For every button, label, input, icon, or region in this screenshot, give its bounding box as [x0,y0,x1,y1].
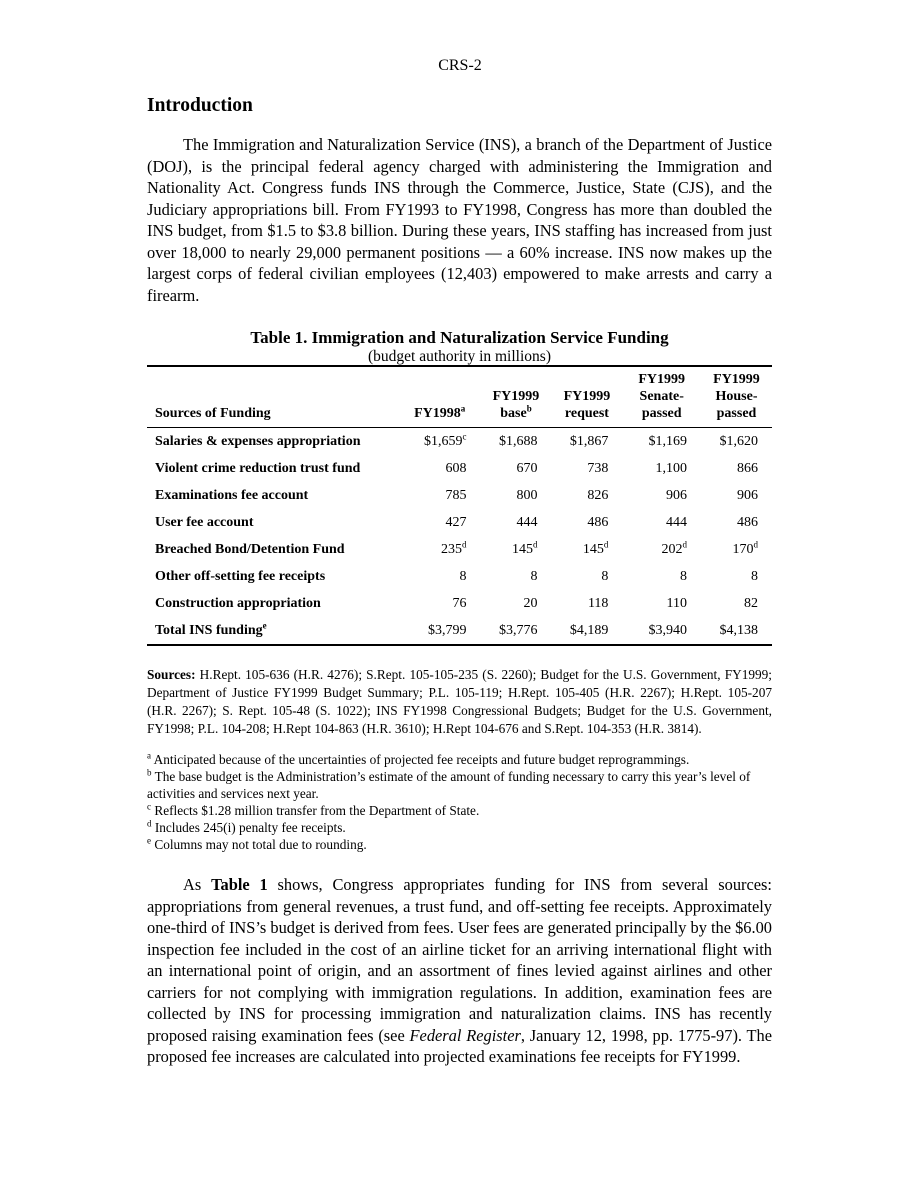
footnote-mark: d [532,538,538,549]
table-cell [551,455,622,482]
cell-value: 906 [665,487,687,503]
header-fy1999-base [480,366,551,428]
cell-value: $1,688 [498,433,538,449]
header-line: request [564,406,609,421]
section-heading: Introduction [147,95,253,116]
footnote-text: Includes 245(i) penalty fee receipts. [151,820,346,835]
cell-value: $3,940 [648,622,687,638]
table-row [147,509,772,536]
table-cell [399,536,481,563]
cell-value: 800 [516,487,538,503]
header-line: passed [716,406,757,421]
header-line: base [500,406,527,421]
table-row [147,536,772,563]
para-text: , January 12, 1998, pp. 1775-97). The proposed fee increases are calculated into projected examinations fee receipts for FY1999. [147,1025,773,1066]
table-cell [399,590,481,617]
table-cell [551,482,622,509]
cell-value: $3,799 [427,622,467,638]
footnote-mark: a [460,403,466,414]
row-label-text: Construction appropriation [155,595,321,611]
footnotes [147,751,772,853]
table-cell [622,536,701,563]
row-label-text: User fee account [155,514,254,530]
cell-value: 444 [665,514,687,530]
row-label-text: Violent crime reduction trust fund [155,460,361,476]
funding-table [147,365,772,646]
footnote-item [147,751,772,768]
cell-value: $4,189 [569,622,609,638]
table-cell [622,617,701,645]
cell-value: 20 [523,595,538,611]
para-text: shows, Congress appropriates funding for INS from several sources: appropriations from general revenues, a trust fund, and off-setting fee receipts. Approximately one-third of INS’s budget is derived from fees. User fees are generated principally by the $6.00 inspection fee included in the cost of an airline ticket for an arriving international flight with an international point of origin, and an assortment of fines levied against airlines and other carriers for not complying with immigration regulations. In addition, examination fees are collected by INS for processing immigration and naturalization claims. INS has recently proposed raising examination fees (see [147,875,772,1045]
table-cell [701,617,772,645]
cell-value: 866 [737,460,758,476]
row-label [147,590,399,617]
header-line: FY1999 [638,372,686,387]
cell-value: 8 [530,568,538,584]
table-cell [622,590,701,617]
table-cell [551,536,622,563]
footnote-mark: d [461,538,467,549]
page-number: CRS-2 [438,57,482,74]
intro-paragraph: The Immigration and Naturalization Service (INS), a branch of the Department of Justice (DOJ), is the principal federal agency charged with administering the Immigration and Nationality Act. Congress funds INS through the Commerce, Justice, State (CJS), and the Judiciary appropriations bill. From FY1993 to FY1998, Congress has more than doubled the INS budget, from $1.5 to $3.8 billion. During these years, INS staffing has increased from just over 18,000 to nearly 29,000 permanent positions — a 60% increase. INS now makes up the largest corps of federal civilian employees (12,403) empowered to make arrests and carry a firearm. [147,135,772,305]
cell-value: $3,776 [498,622,538,638]
cell-value: 76 [452,595,467,611]
cell-value: 906 [737,487,758,503]
footnote-mark: d [603,538,609,549]
table-cell [622,563,701,590]
row-label [147,563,399,590]
cell-value: 8 [459,568,467,584]
table-cell [399,617,481,645]
table-subtitle: (budget authority in millions) [368,348,551,365]
cell-value: $1,659 [423,433,463,449]
table-cell [399,563,481,590]
table-row [147,590,772,617]
cell-value: 8 [679,568,687,584]
header-line: FY1999 [492,389,540,404]
table-cell [399,509,481,536]
table-cell [480,590,551,617]
cell-value: $1,620 [719,433,758,449]
cell-value: 118 [587,595,609,611]
cell-value: $4,138 [719,622,758,638]
para-text: As [183,875,212,894]
header-line: House- [715,389,758,404]
row-label-text: Other off-setting fee receipts [155,568,326,584]
cell-value: 670 [516,460,538,476]
cell-value: 427 [445,514,467,530]
row-label-text: Total INS funding [155,622,263,638]
table-cell [480,428,551,456]
cell-value: 202 [661,541,683,557]
footnote-mark: d [753,538,758,549]
table-cell [551,563,622,590]
footnote-text: Reflects $1.28 million transfer from the Department of State. [151,803,480,818]
table-cell [551,590,622,617]
table-row [147,482,772,509]
row-label [147,509,399,536]
table-title: Table 1. Immigration and Naturalization Service Funding [250,328,669,347]
header-line: FY1999 [563,389,611,404]
cell-value: 235 [440,541,462,557]
cell-value: 738 [587,460,609,476]
cell-value: 82 [744,595,758,611]
header-line: passed [641,406,682,421]
header-fy1998 [399,366,481,428]
table-cell [399,428,481,456]
cell-value: 486 [587,514,609,530]
footnote-mark: c [147,801,151,812]
header-line: FY1999 [713,372,760,387]
table-cell [551,428,622,456]
cell-value: $1,169 [648,433,687,449]
footnote-text: Columns may not total due to rounding. [151,837,367,852]
footnote-mark: b [147,767,152,778]
row-label [147,455,399,482]
table-cell [480,455,551,482]
sources-note [147,666,772,738]
cell-value: 826 [587,487,609,503]
table-cell [701,482,772,509]
table-cell [551,509,622,536]
header-line: Senate- [639,389,684,404]
table-cell [480,509,551,536]
table-cell [622,482,701,509]
header-fy1999-request [551,366,622,428]
cell-value: $1,867 [569,433,609,449]
table-row [147,428,772,456]
cell-value: 170 [732,541,754,557]
row-label [147,482,399,509]
table-cell [701,455,772,482]
row-label [147,617,399,645]
row-label-text: Breached Bond/Detention Fund [155,541,345,557]
footnote-mark: d [147,818,152,829]
cell-value: 110 [666,595,687,611]
table-cell [622,455,701,482]
sources-label: Sources: [147,667,196,682]
table-cell [399,455,481,482]
cell-value: 785 [445,487,467,503]
footnote-item [147,819,772,836]
table-cell [551,617,622,645]
cell-value: 608 [445,460,467,476]
sources-text: H.Rept. 105-636 (H.R. 4276); S.Rept. 105-105-235 (S. 2260); Budget for the U.S. Government, FY1999; Department of Justice FY1999 Budget Summary; P.L. 105-119; H.Rept. 105-405 (H.R. 2267); H.Rept. 105-207 (H.R. 2267); S. Rept. 105-48 (S. 1022); INS FY1998 Congressional Budgets; Budget for the U.S. Government, FY1998; P.L. 104-208; H.Rept 104-863 (H.R. 3610); H.Rept 104-676 and S.Rept. 104-353 (H.R. 3814). [147,667,772,736]
table-cell [701,428,772,456]
footnote-mark: e [262,619,267,630]
footnote-mark: e [147,835,151,846]
header-fy1999-senate [622,366,701,428]
table-cell [701,590,772,617]
footnote-mark: b [526,403,532,414]
table-cell [701,536,772,563]
header-fy1998-label: FY1998 [414,406,461,421]
table-row [147,563,772,590]
footnote-mark: c [462,430,467,441]
table-body [147,428,772,646]
table-cell [701,509,772,536]
row-label [147,536,399,563]
row-label [147,428,399,456]
row-label-text: Salaries & expenses appropriation [155,433,361,449]
table-reference: Table 1 [211,875,268,894]
cell-value: 1,100 [655,460,687,476]
table-cell [622,509,701,536]
footnote-item [147,768,772,802]
header-fy1999-house [701,366,772,428]
cell-value: 145 [511,541,533,557]
table-cell [480,536,551,563]
table-row [147,455,772,482]
footnote-text: Anticipated because of the uncertainties of projected fee receipts and future budget reprogrammings. [151,752,690,767]
document-body [147,95,772,1068]
table-cell [701,563,772,590]
cell-value: 145 [582,541,604,557]
table-cell [480,617,551,645]
cell-value: 444 [516,514,538,530]
cell-value: 486 [737,514,758,530]
body-paragraph-2 [147,874,772,1068]
table-cell [480,563,551,590]
table-header-row [147,366,772,428]
publication-title: Federal Register [409,1025,521,1045]
footnote-item [147,802,772,819]
table-cell [399,482,481,509]
footnote-mark: d [682,538,687,549]
footnote-text: The base budget is the Administration’s estimate of the amount of funding necessary to carry this year’s level of activities and services next year. [147,769,751,801]
cell-value: 8 [601,568,609,584]
cell-value: 8 [751,568,758,584]
row-label-text: Examinations fee account [155,487,309,503]
header-sources: Sources of Funding [155,406,271,421]
footnote-item [147,836,772,853]
table-cell [622,428,701,456]
table-cell [480,482,551,509]
footnote-mark: a [147,750,151,761]
table-row [147,617,772,645]
